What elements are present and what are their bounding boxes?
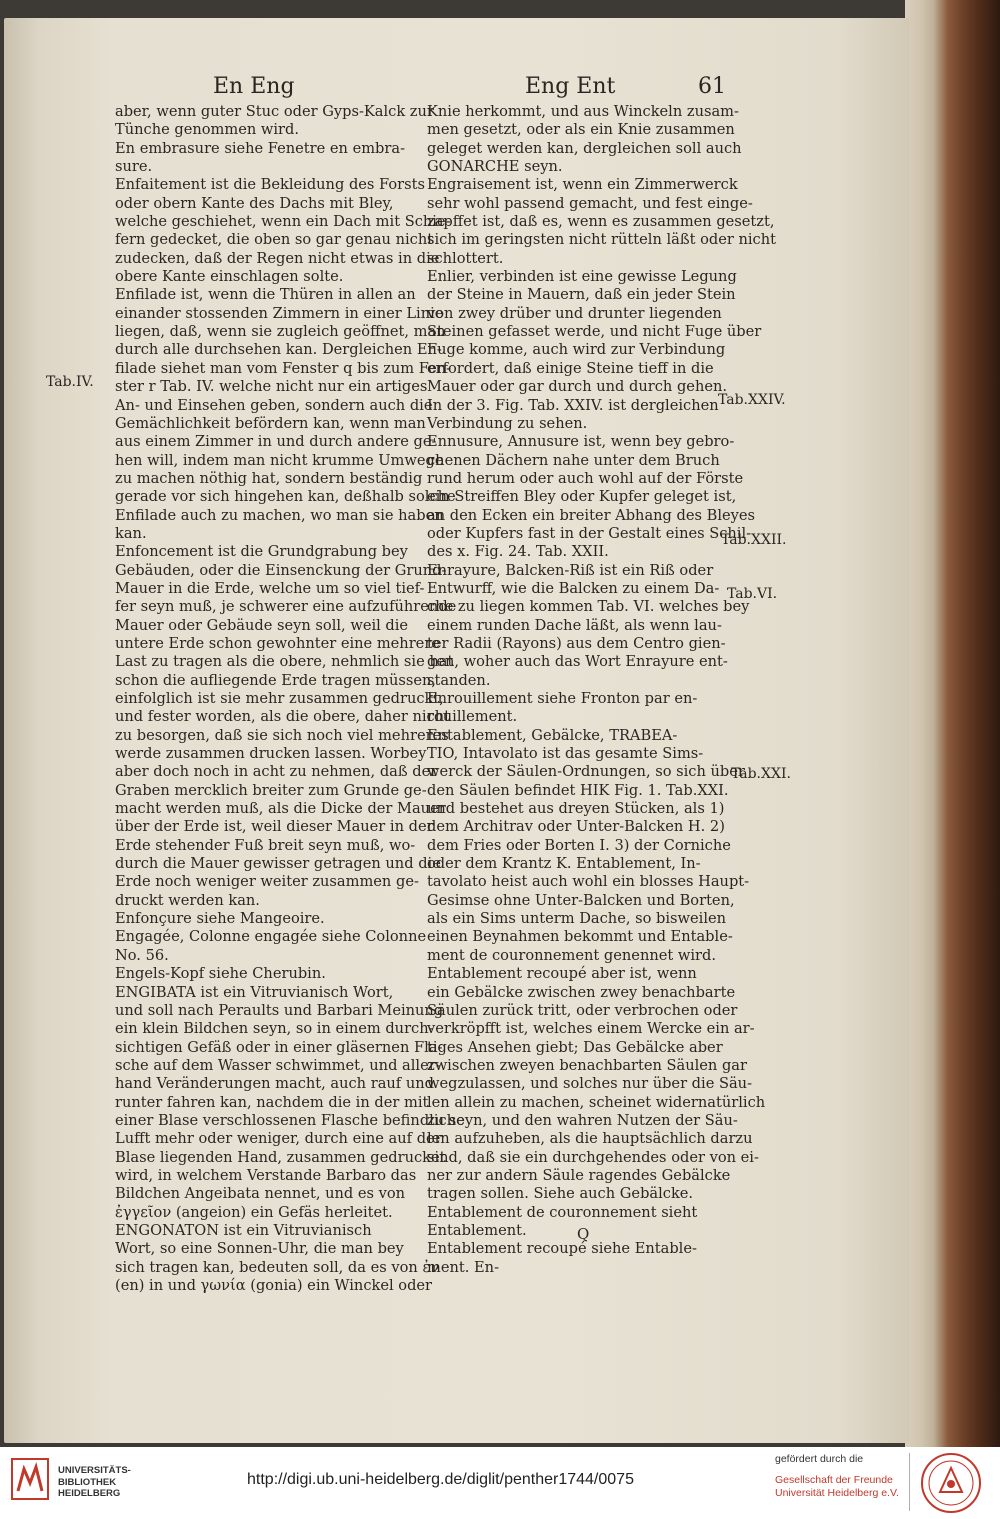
text-line: No. 56. — [115, 946, 169, 964]
library-name: UNIVERSITÄTS- BIBLIOTHEK HEIDELBERG — [58, 1465, 131, 1499]
text-line: fer seyn muß, je schwerer eine aufzuführende — [115, 598, 457, 616]
book-edge — [905, 0, 1000, 1447]
text-line: Entwurff, wie die Balcken zu einem Da- — [427, 579, 720, 597]
permalink-url[interactable]: http://digi.ub.uni-heidelberg.de/diglit/penther1744/0075 — [247, 1471, 634, 1488]
text-line: Mauer oder Gebäude seyn soll, weil die — [115, 616, 409, 634]
society-name: Gesellschaft der Freunde Universität Heidelberg e.V. — [775, 1474, 899, 1499]
text-line: Gebäuden, oder die Einsenckung der Grund- — [115, 561, 447, 579]
text-line: aber doch noch in acht zu nehmen, daß der — [115, 763, 438, 781]
text-line: oder obern Kante des Dachs mit Bley, — [115, 194, 394, 212]
text-line: rund herum oder auch wohl auf der Förste — [427, 469, 744, 487]
text-line: obere Kante einschlagen solte. — [115, 268, 344, 286]
text-line: Knie herkommt, und aus Winckeln zusam- — [427, 103, 739, 120]
text-line: werck der Säulen-Ordnungen, so sich über — [427, 763, 745, 781]
text-line: Enrayure, Balcken-Riß ist ein Riß oder — [427, 561, 714, 579]
text-line: Last zu tragen als die obere, nehmlich sie hat — [115, 653, 454, 671]
text-line: Gemächlichkeit befördern kan, wenn man — [115, 414, 426, 432]
margin-note-left: Tab.IV. — [46, 374, 94, 390]
text-line: einem runden Dache läßt, als wenn lau- — [427, 616, 722, 634]
text-line: sche auf dem Wasser schwimmet, und aller- — [115, 1056, 441, 1074]
text-line: ein Gebälcke zwischen zwey benachbarte — [427, 983, 736, 1001]
text-line: chenen Dächern nahe unter dem Bruch — [427, 451, 720, 469]
university-seal-icon — [920, 1452, 982, 1514]
text-line: druckt werden kan. — [115, 891, 260, 909]
text-line: des x. Fig. 24. Tab. XXII. — [427, 543, 609, 561]
text-line: hand Veränderungen macht, auch rauf und — [115, 1075, 434, 1093]
text-line: sich tragen kan, bedeuten soll, da es von ἐν — [115, 1258, 440, 1276]
text-line: rouillement. — [427, 708, 518, 726]
text-line: En embrasure siehe Fenetre en embra- — [115, 139, 406, 157]
text-column-right — [427, 103, 776, 1277]
text-line: Fuge komme, auch wird zur Verbindung — [427, 341, 726, 359]
text-line: Erde noch weniger weiter zusammen ge- — [115, 873, 419, 891]
text-line: werde zusammen drucken lassen. Worbey — [115, 745, 427, 763]
text-line: GONARCHE seyn. — [427, 158, 563, 176]
running-head-right: Eng Ent — [525, 74, 616, 99]
text-line: gen, woher auch das Wort Enrayure ent- — [427, 653, 728, 671]
text-line: über der Erde ist, weil dieser Mauer in der — [115, 818, 434, 836]
text-line: Bildchen Angeibata nennet, und es von — [115, 1185, 406, 1203]
margin-note-right: Tab.VI. — [727, 586, 778, 602]
text-line: den Säulen befindet HIK Fig. 1. Tab.XXI. — [427, 781, 729, 799]
text-line: und bestehet aus dreyen Stücken, als 1) — [427, 800, 725, 818]
text-line: Tünche genommen wird. — [115, 121, 300, 139]
text-line: standen. — [427, 671, 491, 689]
text-line: durch alle durchsehen kan. Dergleichen En- — [115, 341, 442, 359]
text-line: dem Architrav oder Unter-Balcken H. 2) — [427, 818, 725, 836]
text-line: Erde stehender Fuß breit seyn muß, wo- — [115, 836, 416, 854]
library-logo-icon — [10, 1457, 50, 1501]
margin-note-right: Tab.XXIV. — [718, 392, 786, 408]
text-line: ENGIBATA ist ein Vitruvianisch Wort, — [115, 983, 394, 1001]
text-line: verkröpfft ist, welches einem Wercke ein ar- — [427, 1020, 755, 1038]
text-line: ment de couronnement genennet wird. — [427, 946, 716, 964]
text-line: tragen sollen. Siehe auch Gebälcke. — [427, 1185, 694, 1203]
text-line: ster r Tab. IV. welche nicht nur ein artiges — [115, 378, 428, 396]
text-line: sehr wohl passend gemacht, und fest einge- — [427, 194, 753, 212]
text-line: (en) in und γωνία (gonia) ein Winckel oder — [115, 1277, 433, 1294]
text-line: zwischen zweyen benachbarten Säulen gar — [427, 1056, 747, 1074]
text-line: ein Streiffen Bley oder Kupfer geleget ist, — [427, 488, 737, 506]
text-line: einer Blase verschlossenen Flasche befindliche — [115, 1111, 465, 1129]
text-line: Graben mercklich breiter zum Grunde ge- — [115, 781, 427, 799]
text-line: len allein zu machen, scheinet widernatürlich — [427, 1093, 766, 1111]
text-line: Enfilade ist, wenn die Thüren in allen an — [115, 286, 416, 304]
text-line: an den Ecken ein breiter Abhang des Bleyes — [427, 506, 756, 524]
text-line: zu seyn, und den wahren Nutzen der Säu- — [427, 1111, 738, 1129]
text-line: von zwey drüber und drunter liegenden — [427, 304, 722, 322]
text-line: len aufzuheben, als die hauptsächlich darzu — [427, 1130, 753, 1148]
text-line: runter fahren kan, nachdem die in der mit — [115, 1093, 429, 1111]
text-line: fern gedecket, die oben so gar genau nicht — [115, 231, 434, 249]
text-line: einen Beynahmen bekommt und Entable- — [427, 928, 733, 946]
text-line: In der 3. Fig. Tab. XXIV. ist dergleichen — [427, 396, 719, 414]
text-line: einfolglich ist sie mehr zusammen gedruckt, — [115, 690, 444, 707]
divider — [909, 1453, 910, 1511]
text-line: tiges Ansehen giebt; Das Gebälcke aber — [427, 1038, 723, 1056]
text-line: Ennusure, Annusure ist, wenn bey gebro- — [427, 433, 735, 451]
text-line: oder Kupfers fast in der Gestalt eines Schil- — [427, 524, 752, 542]
text-line: ENGONATON ist ein Vitruvianisch — [115, 1221, 372, 1239]
text-line: ein klein Bildchen seyn, so in einem durch- — [115, 1020, 434, 1038]
text-line: sichtigen Gefäß oder in einer gläsernen Fla- — [115, 1038, 443, 1056]
text-line: ment. En- — [427, 1258, 499, 1276]
text-line: oder dem Krantz K. Entablement, In- — [427, 855, 701, 873]
text-line: wegzulassen, und solches nur über die Säu- — [427, 1075, 752, 1093]
text-line: Mauer in die Erde, welche um so viel tief- — [115, 579, 425, 597]
text-line: hen will, indem man nicht krumme Umwege — [115, 451, 444, 469]
text-line: schlottert. — [427, 249, 504, 267]
text-line: macht werden muß, als die Dicke der Mauer — [115, 800, 446, 818]
text-line: Engraisement ist, wenn ein Zimmerwerck — [427, 176, 738, 194]
text-line: und fester worden, als die obere, daher nicht — [115, 708, 450, 726]
text-line: TIO, Intavolato ist das gesamte Sims- — [427, 745, 704, 763]
text-line: Entablement recoupé siehe Entable- — [427, 1240, 697, 1258]
text-line: An- und Einsehen geben, sondern auch die — [115, 396, 433, 414]
text-line: Enfoncement ist die Grundgrabung bey — [115, 543, 408, 561]
text-line: der Steine in Mauern, daß ein jeder Stein — [427, 286, 736, 304]
text-line: Entablement. — [427, 1221, 527, 1239]
text-line: zapffet ist, daß es, wenn es zusammen gesetzt, — [427, 213, 775, 231]
text-line: Enfaitement ist die Bekleidung des Forsts — [115, 176, 425, 194]
text-line: einander stossenden Zimmern in einer Linie — [115, 304, 444, 322]
text-line: ἐγγεῖον (angeion) ein Gefäs herleitet. — [115, 1203, 393, 1221]
page-number: 61 — [698, 74, 726, 99]
text-line: durch die Mauer gewisser getragen und die — [115, 855, 441, 873]
text-line: ter Radii (Rayons) aus dem Centro gien- — [427, 634, 726, 652]
text-line: Wort, so eine Sonnen-Uhr, die man bey — [115, 1240, 404, 1258]
text-line: Blase liegenden Hand, zusammen gedrucket — [115, 1148, 446, 1166]
text-line: Enrouillement siehe Fronton par en- — [427, 690, 698, 707]
text-line: Engagée, Colonne engagée siehe Colonne — [115, 928, 427, 946]
running-head-left: En Eng — [213, 74, 295, 99]
text-line: Engels-Kopf siehe Cherubin. — [115, 965, 326, 983]
text-line: gerade vor sich hingehen kan, deßhalb solche — [115, 488, 456, 506]
text-line: Enfilade auch zu machen, wo man sie haben — [115, 506, 444, 524]
text-line: wird, in welchem Verstande Barbaro das — [115, 1166, 417, 1184]
text-line: Entablement de couronnement sieht — [427, 1203, 698, 1221]
text-line: Säulen zurück tritt, oder verbrochen oder — [427, 1001, 738, 1019]
text-line: kan. — [115, 524, 147, 542]
text-line: untere Erde schon gewohnter eine mehrere — [115, 634, 440, 652]
text-line: welche geschiehet, wenn ein Dach mit Schie- — [115, 213, 451, 231]
margin-note-right: Tab.XXII. — [721, 532, 787, 548]
text-line: ner zur andern Säule ragendes Gebälcke — [427, 1166, 731, 1184]
text-line: Entablement recoupé aber ist, wenn — [427, 965, 697, 983]
text-line: Verbindung zu sehen. — [427, 414, 588, 432]
text-line: Entablement, Gebälcke, TRABEA- — [427, 726, 678, 744]
text-line: men gesetzt, oder als ein Knie zusammen — [427, 121, 735, 139]
text-line: zu machen nöthig hat, sondern beständig — [115, 469, 423, 487]
text-line: Lufft mehr oder weniger, durch eine auf der — [115, 1130, 442, 1148]
text-line: Mauer oder gar durch und durch gehen. — [427, 378, 728, 396]
text-line: sich im geringsten nicht rütteln läßt oder nicht — [427, 231, 776, 249]
text-line: erfordert, daß einige Steine tieff in die — [427, 359, 714, 377]
text-line: filade siehet man vom Fenster q bis zum Fen- — [115, 359, 452, 377]
text-line: geleget werden kan, dergleichen soll auch — [427, 139, 742, 157]
text-line: sind, daß sie ein durchgehendes oder von ei- — [427, 1148, 759, 1166]
text-line: liegen, daß, wenn sie zugleich geöffnet, man — [115, 323, 446, 341]
text-line: zudecken, daß der Regen nicht etwas in die — [115, 249, 440, 267]
text-line: Gesimse ohne Unter-Balcken und Borten, — [427, 891, 735, 909]
funded-by-label: gefördert durch die — [775, 1453, 864, 1465]
text-line: als ein Sims unterm Dache, so bisweilen — [427, 910, 727, 928]
margin-note-right: Tab.XXI. — [731, 766, 791, 782]
text-line: aus einem Zimmer in und durch andere ge- — [115, 433, 437, 451]
text-line: che zu liegen kommen Tab. VI. welches bey — [427, 598, 750, 616]
signature-mark: Q — [577, 1225, 590, 1243]
text-line: Steinen gefasset werde, und nicht Fuge über — [427, 323, 762, 341]
text-line: aber, wenn guter Stuc oder Gyps-Kalck zur — [115, 103, 434, 120]
text-line: zu besorgen, daß sie sich noch viel mehreres — [115, 726, 449, 744]
text-line: und soll nach Peraults und Barbari Meinung — [115, 1001, 444, 1019]
text-line: dem Fries oder Borten I. 3) der Corniche — [427, 836, 731, 854]
text-line: sure. — [115, 158, 153, 176]
text-line: Enfonçure siehe Mangeoire. — [115, 910, 325, 928]
text-line: tavolato heist auch wohl ein blosses Haupt- — [427, 873, 750, 891]
text-line: schon die aufliegende Erde tragen müssen, — [115, 671, 436, 689]
footer-bar — [0, 1447, 1000, 1519]
text-line: Enlier, verbinden ist eine gewisse Legung — [427, 268, 737, 286]
